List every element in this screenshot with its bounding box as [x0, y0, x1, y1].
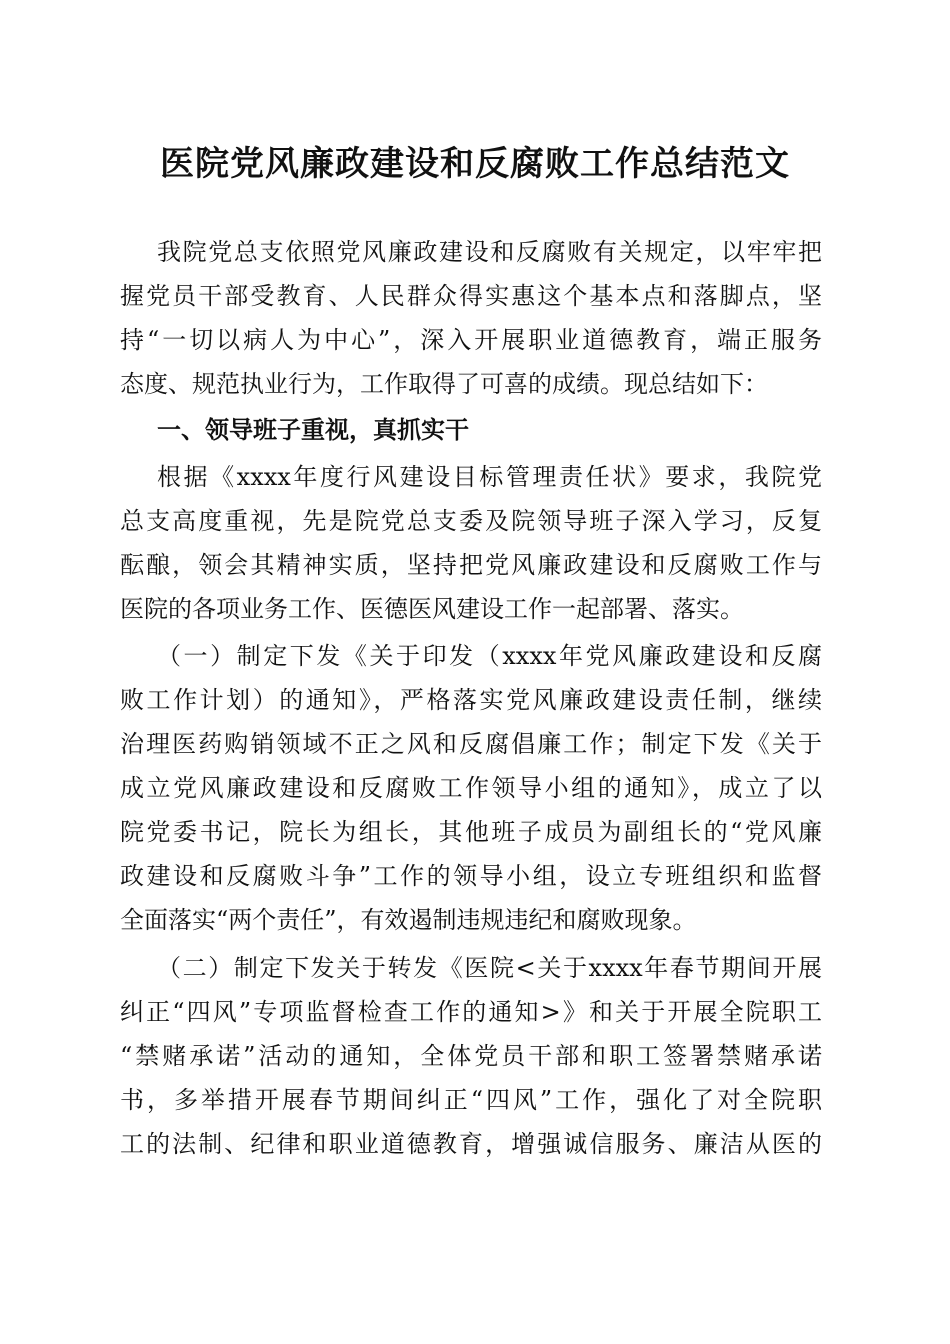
paragraph-line: 医院的各项业务工作、医德医风建设工作一起部署、落实。 [120, 595, 744, 623]
paragraph-line: 败工作计划）的通知》，严格落实党风廉政建设责任制，继续 [120, 686, 822, 714]
paragraph-line: 总支高度重视，先是院党总支委及院领导班子深入学习，反复 [120, 507, 822, 535]
paragraph-line: 态度、规范执业行为，工作取得了可喜的成绩。现总结如下： [120, 370, 768, 398]
paragraph-line: 握党员干部受教育、人民群众得实惠这个基本点和落脚点，坚 [120, 282, 822, 310]
paragraph-line: （一）制定下发《关于印发（xxxx年党风廉政建设和反腐 [157, 642, 822, 670]
paragraph-line: “禁赌承诺”活动的通知，全体党员干部和职工签署禁赌承诺 [120, 1042, 822, 1070]
paragraph-line: 根据《xxxx年度行风建设目标管理责任状》要求，我院党 [157, 463, 822, 491]
paragraph-line: 政建设和反腐败斗争”工作的领导小组，设立专班组织和监督 [120, 862, 822, 890]
paragraph-line: 治理医药购销领域不正之风和反腐倡廉工作；制定下发《关于 [120, 730, 822, 758]
paragraph-line: 书，多举措开展春节期间纠正“四风”工作，强化了对全院职 [120, 1086, 822, 1114]
paragraph-line: 工的法制、纪律和职业道德教育，增强诚信服务、廉洁从医的 [120, 1130, 822, 1158]
paragraph-line: 纠正“四风”专项监督检查工作的通知>》和关于开展全院职工 [120, 998, 822, 1026]
paragraph-line: 成立党风廉政建设和反腐败工作领导小组的通知》，成立了以 [120, 774, 822, 802]
paragraph-line: 酝酿，领会其精神实质，坚持把党风廉政建设和反腐败工作与 [120, 551, 822, 579]
paragraph-line: 全面落实“两个责任”，有效遏制违规违纪和腐败现象。 [120, 906, 697, 934]
document-title: 医院党风廉政建设和反腐败工作总结范文 [160, 144, 790, 184]
section-heading: 一、领导班子重视，真抓实干 [157, 416, 469, 444]
paragraph-line: 院党委书记，院长为组长，其他班子成员为副组长的“党风廉 [120, 818, 822, 846]
paragraph-line: 我院党总支依照党风廉政建设和反腐败有关规定，以牢牢把 [157, 238, 822, 266]
paragraph-line: 持“一切以病人为中心”，深入开展职业道德教育，端正服务 [120, 326, 822, 354]
paragraph-line: （二）制定下发关于转发《医院<关于xxxx年春节期间开展 [157, 954, 822, 982]
